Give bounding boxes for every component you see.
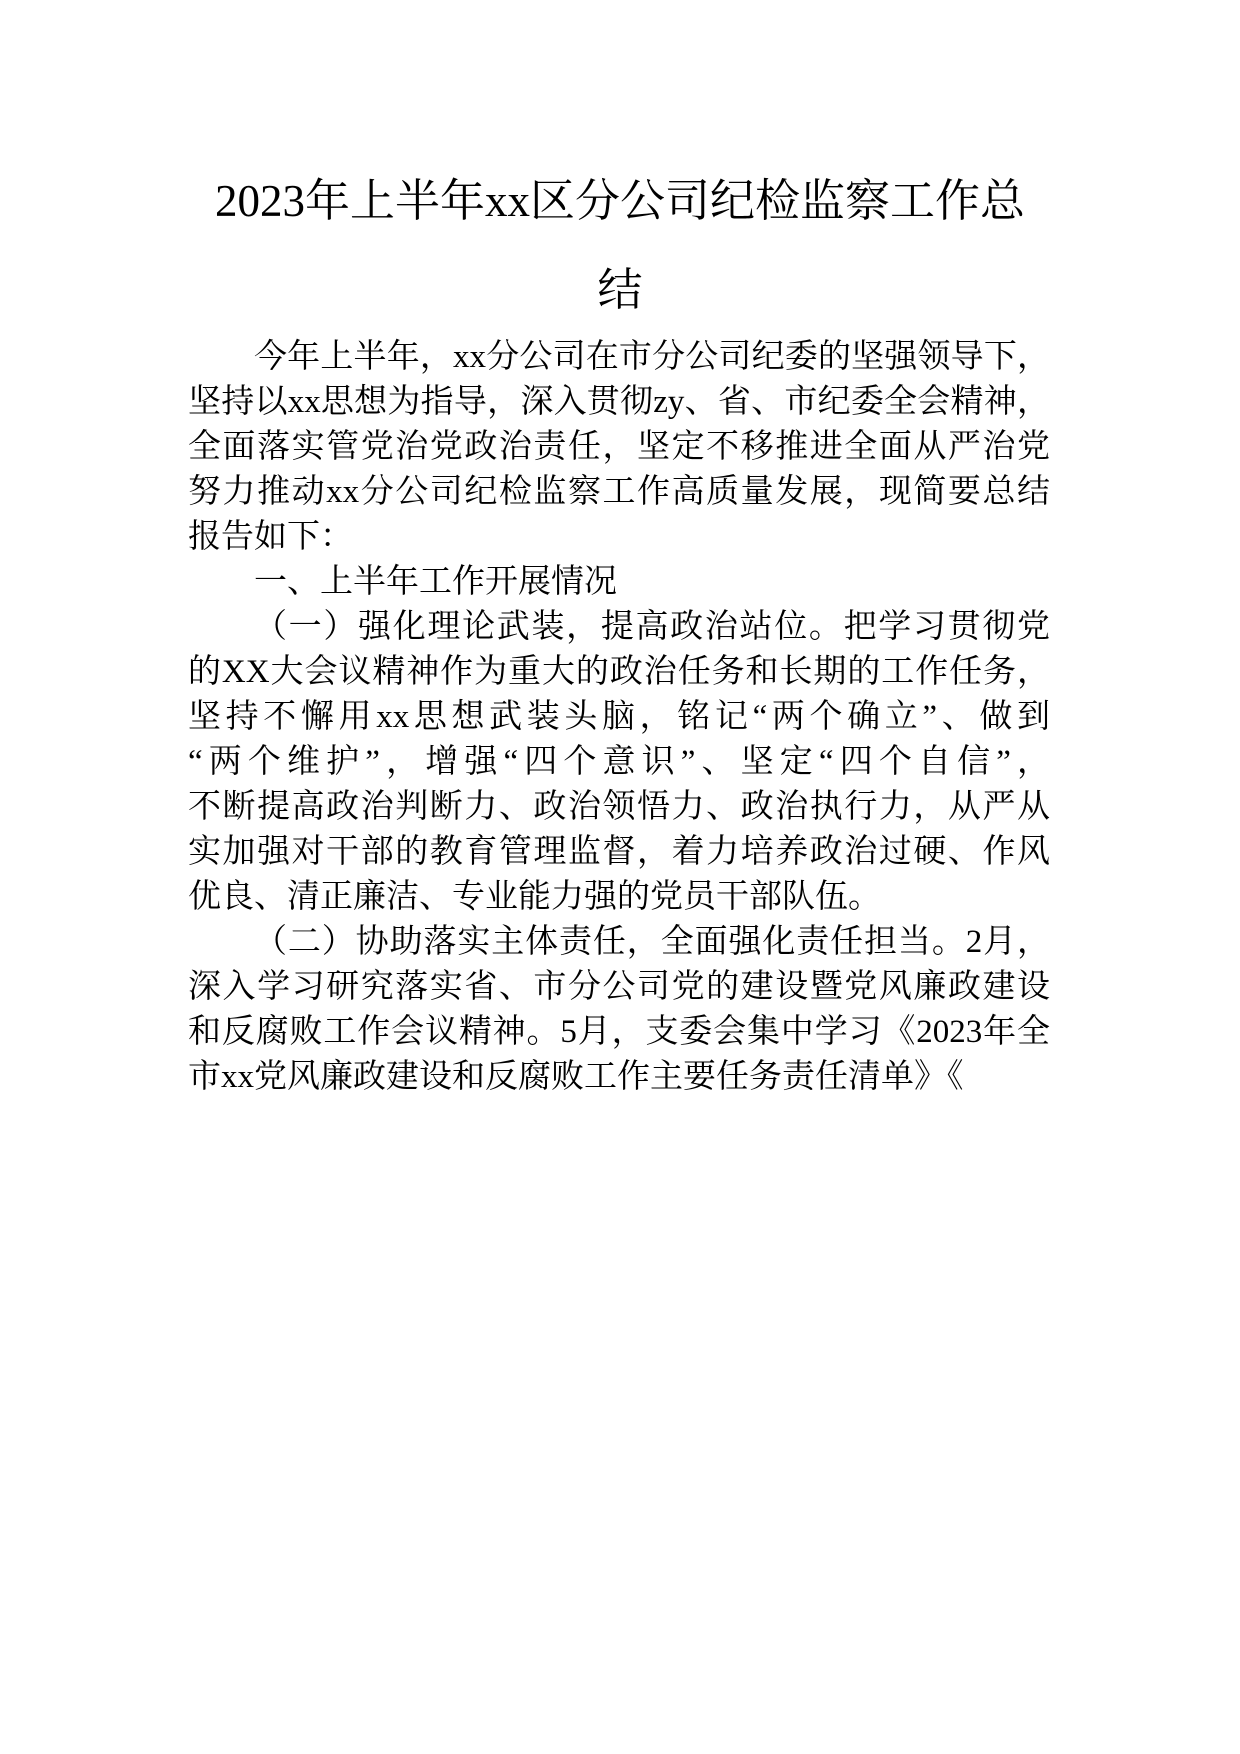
body-text-line: 优良、清正廉洁、专业能力强的党员干部队伍。: [188, 879, 881, 915]
document-title-line-2: 结: [597, 265, 643, 315]
body-text-line: 深入学习研究落实省、市分公司党的建设暨党风廉政建设: [188, 969, 1050, 1005]
body-text-line: 和反腐败工作会议精神。5月，支委会集中学习《2023年全: [188, 1014, 1050, 1050]
body-text-line: 报告如下：: [188, 519, 353, 555]
body-text-line: 一、上半年工作开展情况: [254, 564, 617, 600]
body-text-line: “两个维护”，增强“四个意识”、坚定“四个自信”，: [188, 744, 1050, 780]
document-title-line-1: 2023年上半年xx区分公司纪检监察工作总: [214, 176, 1025, 226]
body-text-line: 不断提高政治判断力、政治领悟力、政治执行力，从严从: [188, 789, 1050, 825]
body-text-line: 实加强对干部的教育管理监督，着力培养政治过硬、作风: [188, 834, 1050, 870]
body-text-line: 坚持不懈用xx思想武装头脑，铭记“两个确立”、做到: [188, 699, 1050, 735]
body-text-line: （二）协助落实主体责任，全面强化责任担当。2月，: [254, 924, 1050, 960]
body-text-line: 努力推动xx分公司纪检监察工作高质量发展，现简要总结: [188, 474, 1050, 510]
body-text-line: 的XX大会议精神作为重大的政治任务和长期的工作任务，: [188, 654, 1050, 690]
document-body: [188, 335, 1050, 1100]
body-text-line: 市xx党风廉政建设和反腐败工作主要任务责任清单》《: [188, 1059, 964, 1095]
body-text-line: 今年上半年，xx分公司在市分公司纪委的坚强领导下，: [254, 339, 1050, 375]
body-text-line: 坚持以xx思想为指导，深入贯彻zy、省、市纪委全会精神，: [188, 384, 1050, 420]
body-text-line: 全面落实管党治党政治责任，坚定不移推进全面从严治党: [188, 429, 1050, 465]
body-text-line: （一）强化理论武装，提高政治站位。把学习贯彻党: [254, 609, 1050, 645]
